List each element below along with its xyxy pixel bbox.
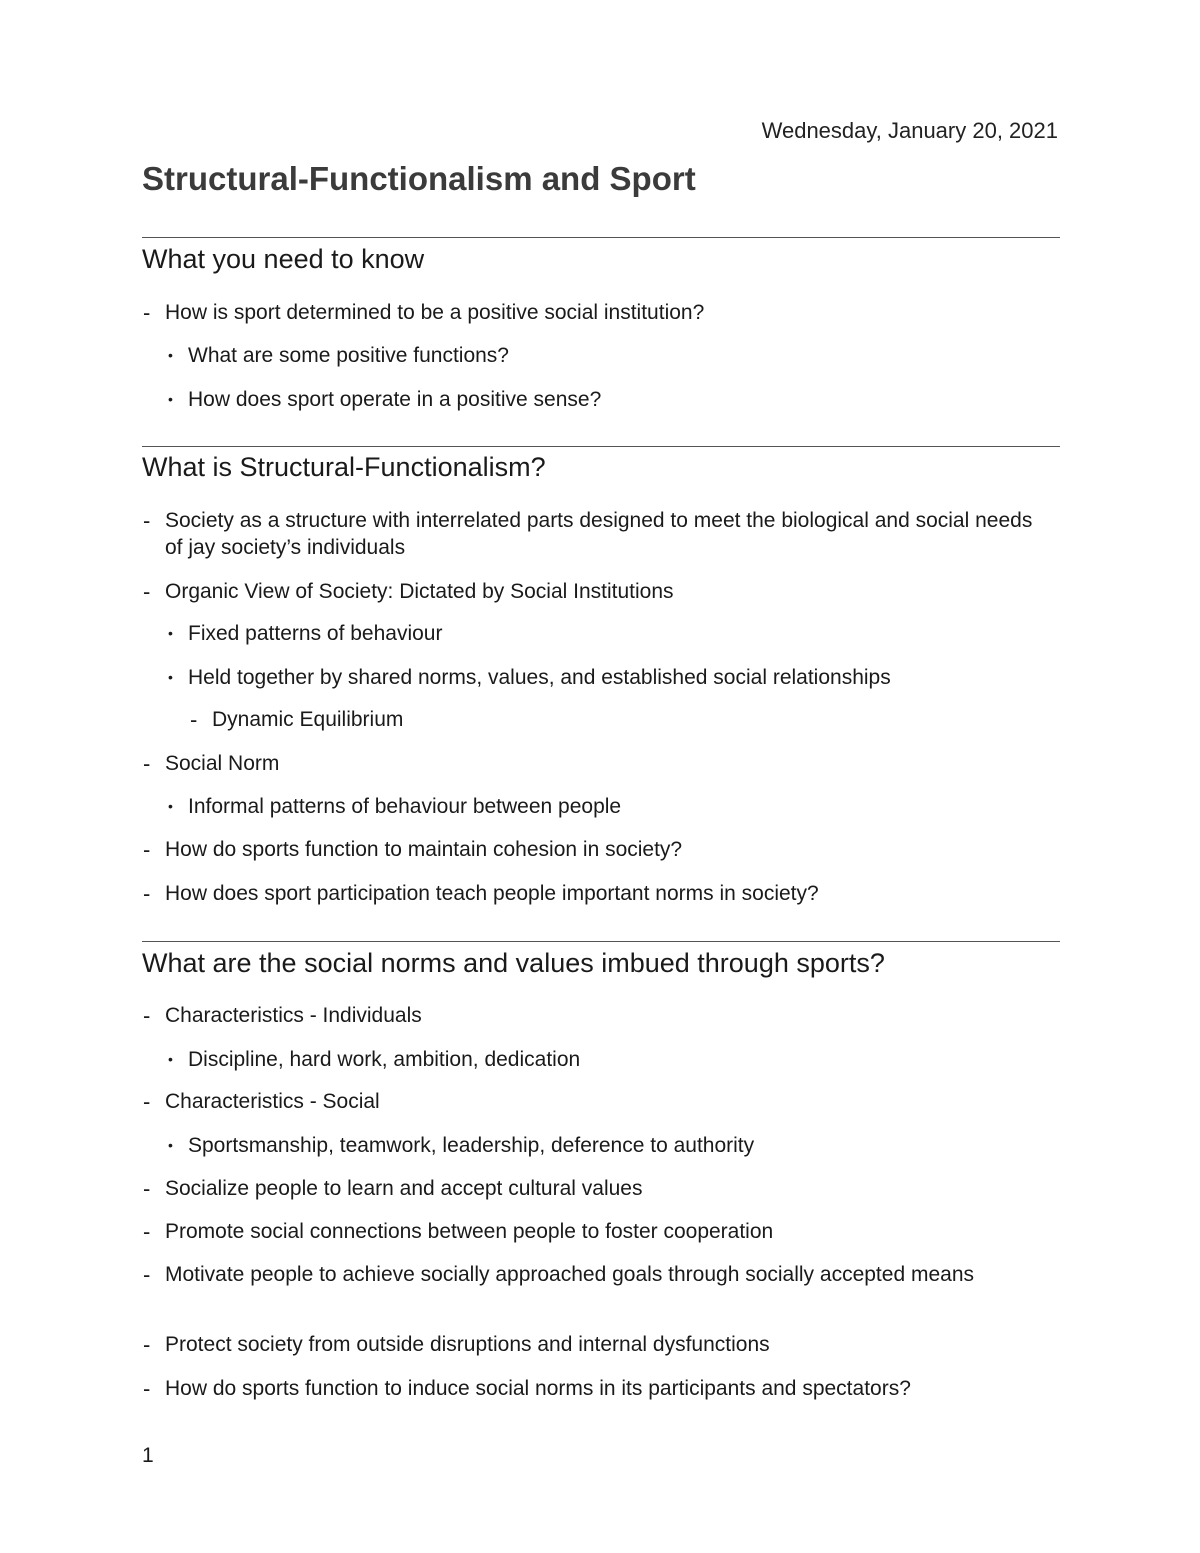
list-item	[143, 1218, 1055, 1245]
list-item-text: Characteristics - Social	[165, 1090, 380, 1113]
date-line: Wednesday, January 20, 2021	[761, 118, 1058, 143]
list-item-text: Fixed patterns of behaviour	[188, 622, 443, 645]
list-item	[143, 1175, 1055, 1202]
list-item	[143, 1261, 1055, 1288]
dash-marker: -	[143, 1089, 151, 1114]
list-item	[168, 664, 1054, 691]
bullet-marker: •	[168, 798, 173, 814]
list-item	[168, 386, 1054, 413]
dash-marker: -	[190, 707, 198, 732]
list-item	[143, 1375, 1055, 1402]
list-item	[168, 1132, 1054, 1159]
dash-marker: -	[143, 1332, 151, 1357]
list-item-text: Protect society from outside disruptions and internal dysfunctions	[165, 1333, 770, 1356]
dash-marker: -	[143, 300, 151, 325]
dash-marker: -	[143, 881, 151, 906]
dash-marker: -	[143, 1176, 151, 1201]
list-item-text: Society as a structure with interrelated parts designed to meet the biological and social needs of jay society’s individuals	[165, 509, 1033, 559]
dash-marker: -	[143, 508, 151, 533]
list-item	[143, 578, 1055, 605]
bullet-marker: •	[168, 669, 173, 685]
list-item-text: Social Norm	[165, 752, 280, 775]
list-item-text: How does sport participation teach people important norms in society?	[165, 882, 819, 905]
bullet-marker: •	[168, 1051, 173, 1067]
list-item-text: What are some positive functions?	[188, 344, 509, 367]
list-item-text: Promote social connections between people to foster cooperation	[165, 1220, 774, 1243]
section-divider	[142, 446, 1060, 447]
list-item-text: Motivate people to achieve socially approached goals through socially accepted means	[165, 1263, 974, 1286]
bullet-marker: •	[168, 347, 173, 363]
list-item	[143, 1002, 1055, 1029]
list-item	[143, 1088, 1055, 1115]
list-item-text: Discipline, hard work, ambition, dedication	[188, 1048, 581, 1071]
list-item	[168, 620, 1054, 647]
list-item-text: How do sports function to induce social norms in its participants and spectators?	[165, 1377, 911, 1400]
list-item-text: Dynamic Equilibrium	[212, 708, 404, 731]
section-divider	[142, 941, 1060, 942]
section-heading: What is Structural-Functionalism?	[142, 452, 546, 482]
list-item	[168, 793, 1054, 820]
dash-marker: -	[143, 1219, 151, 1244]
list-item	[143, 750, 1055, 777]
list-item	[143, 299, 1055, 326]
list-item-text: Sportsmanship, teamwork, leadership, deference to authority	[188, 1134, 755, 1157]
dash-marker: -	[143, 837, 151, 862]
list-item-text: How do sports function to maintain cohesion in society?	[165, 838, 683, 861]
list-item-text: How is sport determined to be a positive social institution?	[165, 301, 705, 324]
list-item	[190, 706, 1054, 733]
bullet-marker: •	[168, 391, 173, 407]
list-item	[143, 836, 1055, 863]
list-item	[143, 1331, 1055, 1358]
dash-marker: -	[143, 1003, 151, 1028]
list-item	[143, 507, 1055, 561]
list-item-text: Characteristics - Individuals	[165, 1004, 422, 1027]
dash-marker: -	[143, 1262, 151, 1287]
bullet-marker: •	[168, 1137, 173, 1153]
list-item-text: Organic View of Society: Dictated by Social Institutions	[165, 580, 674, 603]
list-item-text: Socialize people to learn and accept cultural values	[165, 1177, 643, 1200]
dash-marker: -	[143, 751, 151, 776]
section-heading: What you need to know	[142, 244, 425, 274]
list-item-text: Held together by shared norms, values, and established social relationships	[188, 666, 891, 689]
list-item	[143, 880, 1055, 907]
list-item-text: Informal patterns of behaviour between people	[188, 795, 622, 818]
list-item	[168, 342, 1054, 369]
list-item	[168, 1046, 1054, 1073]
dash-marker: -	[143, 1376, 151, 1401]
list-item-text: How does sport operate in a positive sense?	[188, 388, 602, 411]
section-divider	[142, 237, 1060, 238]
page-number: 1	[142, 1444, 154, 1467]
dash-marker: -	[143, 579, 151, 604]
bullet-marker: •	[168, 625, 173, 641]
section-heading: What are the social norms and values imbued through sports?	[142, 948, 885, 978]
page-title: Structural-Functionalism and Sport	[142, 160, 696, 197]
